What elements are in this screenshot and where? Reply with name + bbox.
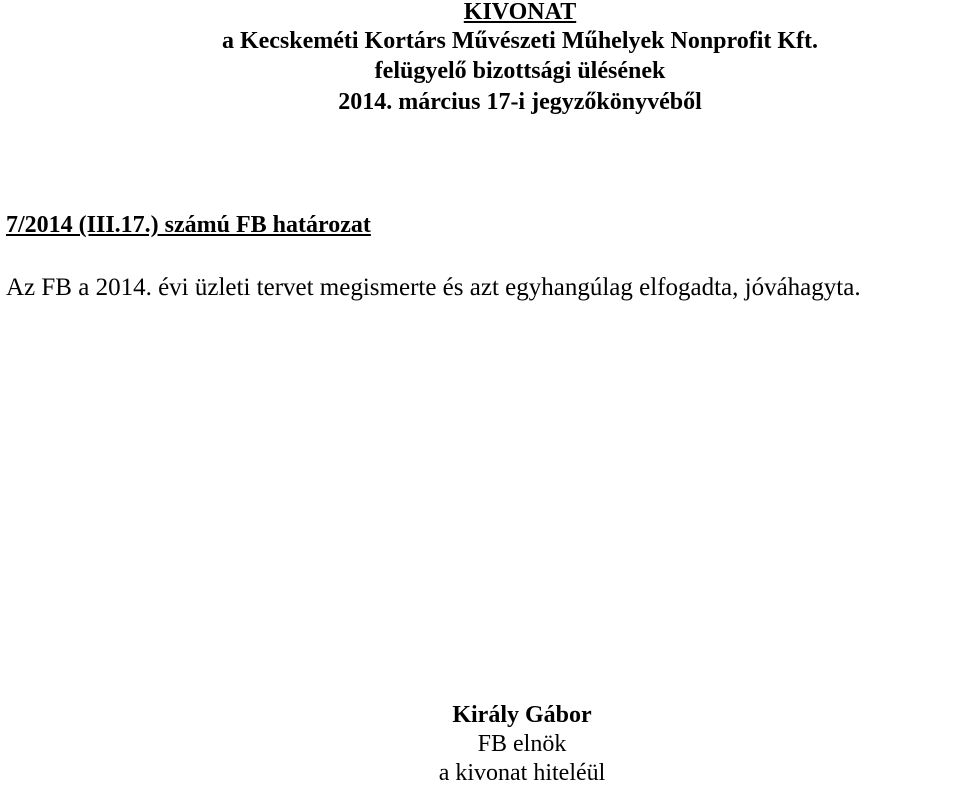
document-title: KIVONAT bbox=[463, 0, 577, 25]
signer-name: Király Gábor bbox=[452, 702, 592, 728]
resolution-number: 7/2014 (III.17.) számú FB határozat bbox=[6, 212, 371, 238]
meeting-description: felügyelő bizottsági ülésének bbox=[374, 58, 666, 84]
signer-title: FB elnök bbox=[477, 731, 567, 757]
minutes-date: 2014. március 17-i jegyzőkönyvéből bbox=[338, 89, 702, 115]
authentication-note: a kivonat hiteléül bbox=[438, 760, 606, 786]
resolution-text: Az FB a 2014. évi üzleti tervet megismerte és azt egyhangúlag elfogadta, jóváhagyta. bbox=[6, 274, 861, 301]
organization-name: a Kecskeméti Kortárs Művészeti Műhelyek Nonprofit Kft. bbox=[221, 28, 819, 54]
